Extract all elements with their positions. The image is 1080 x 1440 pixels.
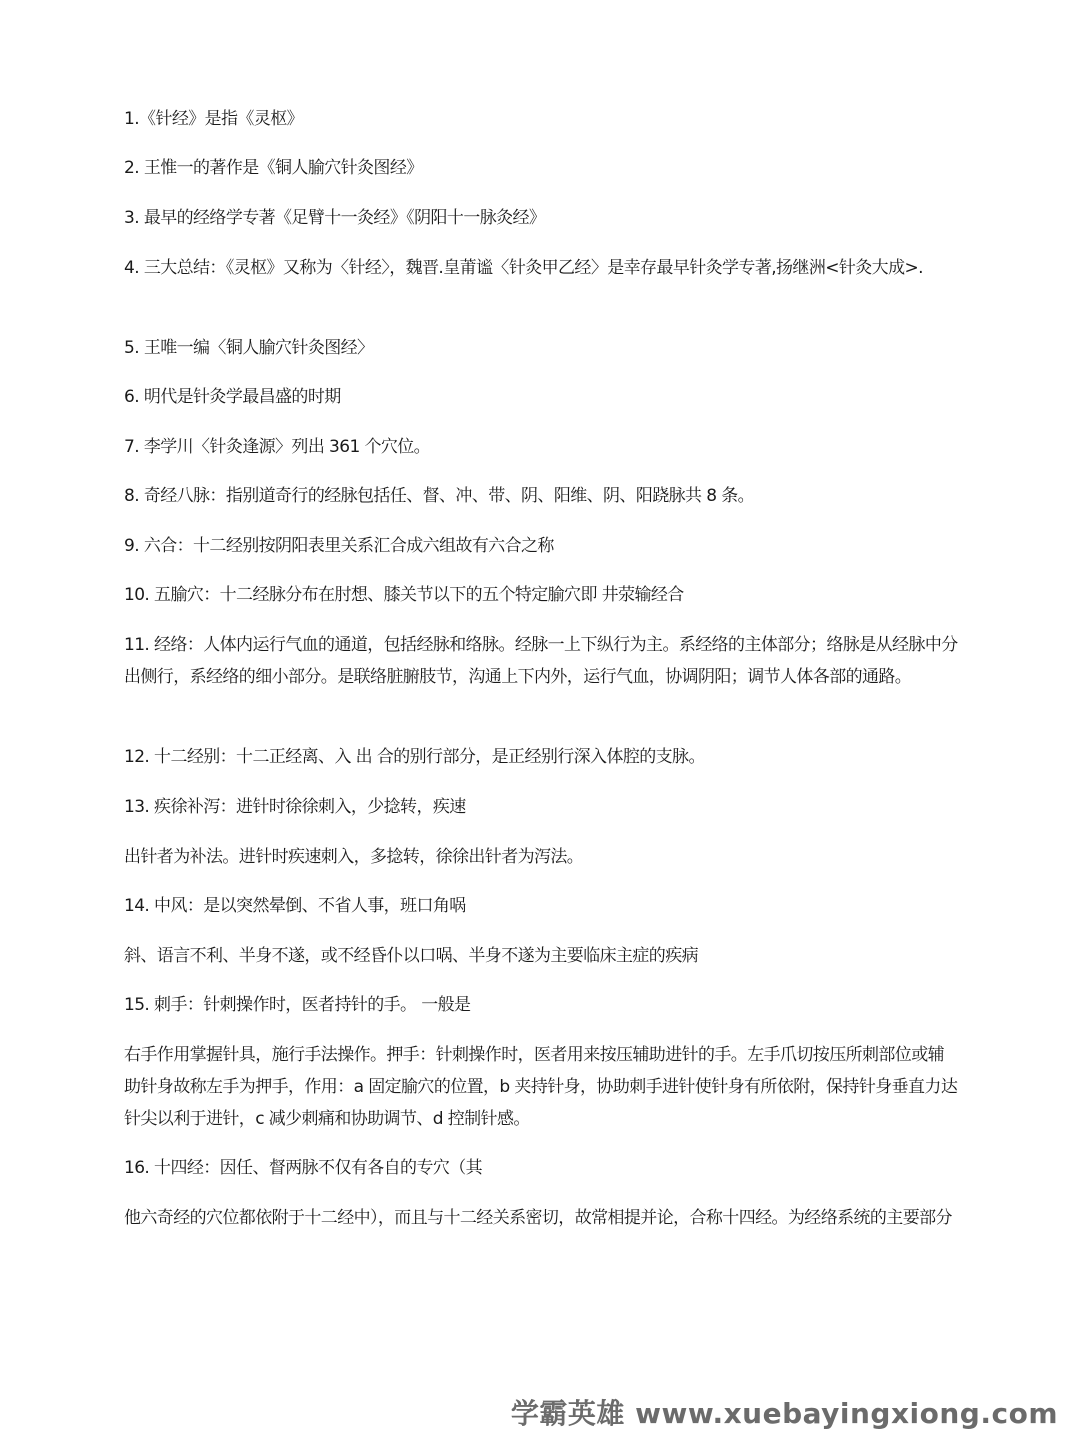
- paragraph-10: 10. 五腧穴：十二经脉分布在肘想、膝关节以下的五个特定腧穴即 井荥输经合: [124, 585, 684, 605]
- paragraph-11: 11. 经络：人体内运行气血的通道，包括经脉和络脉。经脉一上下纵行为主。系经络的主体部分；络脉是从经脉中分出侧行，系经络的细小部分。是联络脏腑肢节，沟通上下内外，运行气血，协调阴阳；调节人体各部的通路。: [124, 635, 958, 687]
- paragraph-2: 2. 王惟一的著作是《铜人腧穴针灸图经》: [124, 158, 423, 178]
- paragraph-15-continued: 右手作用掌握针具，施行手法操作。押手：针刺操作时，医者用来按压辅助进针的手。左手爪切按压所刺部位或辅助针身故称左手为押手，作用：a 固定腧穴的位置，b 夹持针身，协助刺手进针使针身有所依附，保持针身垂直力达针尖以利于进针，c 减少刺痛和协助调节、d 控制针感。: [124, 1045, 958, 1129]
- paragraph-4: 4. 三大总结：《灵枢》又称为〈针经〉，魏晋.皇莆谧〈针灸甲乙经〉是幸存最早针灸学专著,扬继洲<针灸大成>.: [124, 258, 923, 278]
- site-watermark: 学霸英雄 www.xuebayingxiong.com: [510, 1397, 1058, 1430]
- paragraph-15: 15. 刺手：针刺操作时，医者持针的手。 一般是: [124, 995, 471, 1015]
- paragraph-12: 12. 十二经别：十二正经离、入 出 合的别行部分，是正经别行深入体腔的支脉。: [124, 747, 705, 767]
- paragraph-8: 8. 奇经八脉：指别道奇行的经脉包括任、督、冲、带、阴、阳维、阴、阳跷脉共 8 条。: [124, 486, 755, 506]
- paragraph-14: 14. 中风：是以突然晕倒、不省人事，班口角㖞: [124, 896, 466, 916]
- paragraph-6: 6. 明代是针灸学最昌盛的时期: [124, 387, 341, 407]
- paragraph-16-continued: 他六奇经的穴位都依附于十二经中），而且与十二经关系密切，故常相提并论，合称十四经。为经络系统的主要部分: [124, 1208, 952, 1228]
- paragraph-5: 5. 王唯一编〈铜人腧穴针灸图经〉: [124, 338, 374, 358]
- paragraph-3: 3. 最早的经络学专著《足臂十一灸经》《阴阳十一脉灸经》: [124, 208, 546, 228]
- paragraph-14-continued: 斜、语言不利、半身不遂，或不经昏仆以口㖞、半身不遂为主要临床主症的疾病: [124, 946, 698, 966]
- paragraph-16: 16. 十四经：因任、督两脉不仅有各自的专穴（其: [124, 1158, 483, 1178]
- paragraph-13: 13. 疾徐补泻：进针时徐徐刺入，少捻转，疾速: [124, 797, 466, 817]
- paragraph-7: 7. 李学川〈针灸逢源〉列出 361 个穴位。: [124, 437, 431, 457]
- paragraph-13-continued: 出针者为补法。进针时疾速刺入，多捻转，徐徐出针者为泻法。: [124, 847, 584, 867]
- paragraph-9: 9. 六合：十二经别按阴阳表里关系汇合成六组故有六合之称: [124, 536, 554, 556]
- paragraph-1: 1.《针经》是指《灵枢》: [124, 109, 304, 129]
